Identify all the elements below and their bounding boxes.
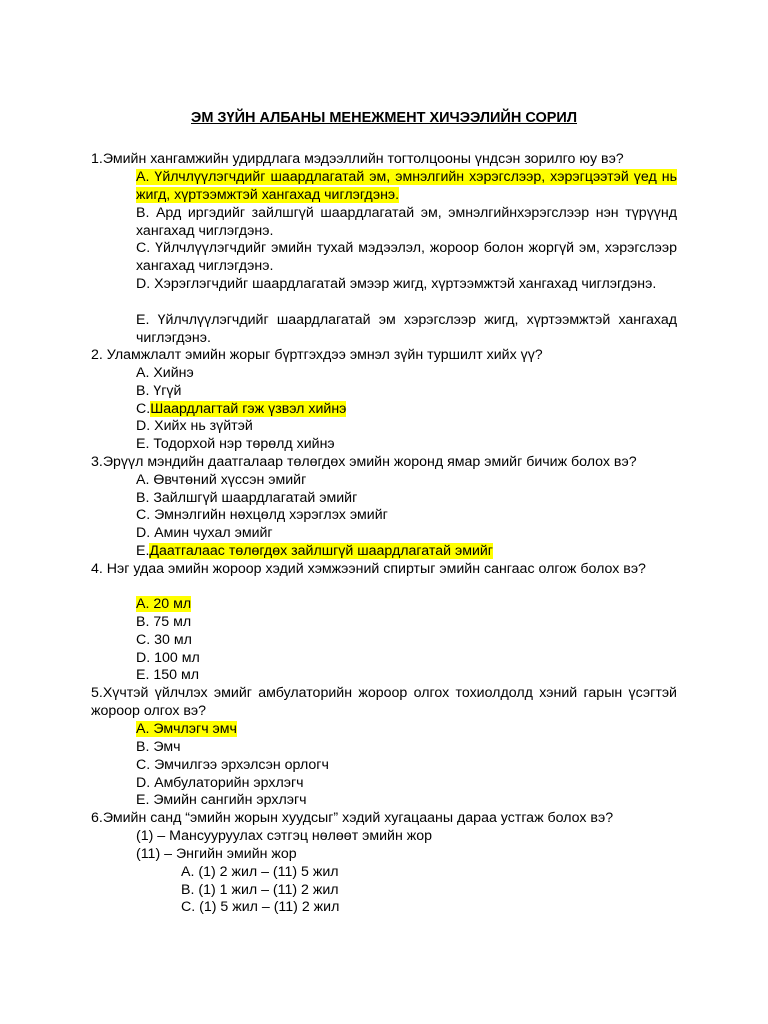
question-3-option-e [136, 543, 677, 561]
question-5-option-d: D. Амбулаторийн эрхлэгч [136, 775, 304, 791]
document-title: ЭМ ЗҮЙН АЛБАНЫ МЕНЕЖМЕНТ ХИЧЭЭЛИЙН СОРИЛ [191, 110, 577, 126]
question-5-option-c: С. Эмчилгээ эрхэлсэн орлогч [136, 757, 329, 773]
question-6-option-b: В. (1) 1 жил – (11) 2 жил [181, 882, 339, 898]
question-2-option-d: D. Хийх нь зүйтэй [136, 418, 253, 434]
question-4-option-b: В. 75 мл [136, 614, 192, 630]
answer-highlight: Шаардлагтай гэж үзвэл хийнэ [150, 401, 347, 417]
question-1-option-b: В. Ард иргэдийг зайлшгүй шаардлагатай эм, эмнэлгийнхэрэгслээр нэн түрүүнд хангахад чиглэгдэнэ. [136, 205, 677, 239]
question-4-option-c: С. 30 мл [136, 632, 192, 648]
question-6: 6.Эмийн санд “эмийн жорын хуудсыг” хэдий хугацааны дараа устгаж болох вэ? [91, 810, 614, 826]
answer-highlight: А. Эмчлэгч эмч [136, 721, 237, 737]
question-4-option-d: D. 100 мл [136, 650, 200, 666]
question-5: 5.Хүчтэй үйлчлэх эмийг амбулаторийн жороор олгох тохиолдолд хэний гарын үсэгтэй жороор олгох вэ? [91, 685, 677, 719]
answer-highlight: Даатгалаас төлөгдөх зайлшгүй шаардлагатай эмийг [149, 543, 493, 559]
option-prefix: Е. [136, 543, 150, 559]
question-3-option-c: С. Эмнэлгийн нөхцөлд хэрэглэх эмийг [136, 507, 388, 523]
question-3: 3.Эрүүл мэндийн даатгалаар төлөгдөх эмийн жоронд ямар эмийг бичиж болох вэ? [91, 454, 637, 470]
question-5-option-e: Е. Эмийн сангийн эрхлэгч [136, 792, 307, 808]
question-2-option-a: А. Хийнэ [136, 365, 194, 381]
question-1-option-d: D. Хэрэглэгчдийг шаардлагатай эмээр жигд, хүртээмжтэй хангахад чиглэгдэнэ. [136, 276, 657, 292]
question-2-option-e: Е. Тодорхой нэр төрөлд хийнэ [136, 436, 335, 452]
question-6-subitem-1: (1) – Мансууруулах сэтгэц нөлөөт эмийн жор [136, 828, 433, 844]
question-4: 4. Нэг удаа эмийн жороор хэдий хэмжээний спиртыг эмийн сангаас олгож болох вэ? [91, 561, 646, 577]
question-6-option-c: С. (1) 5 жил – (11) 2 жил [181, 899, 340, 915]
question-3-option-a: А. Өвчтөний хүссэн эмийг [136, 472, 307, 488]
question-1-option-e: Е. Үйлчлүүлэгчдийг шаардлагатай эм хэрэгслээр жигд, хүртээмжтэй хангахад чиглэгдэнэ. [136, 312, 677, 346]
question-5-option-b: В. Эмч [136, 739, 181, 755]
question-3-option-b: В. Зайлшгүй шаардлагатай эмийг [136, 490, 358, 506]
question-1: 1.Эмийн хангамжийн удирдлага мэдээллийн тогтолцооны үндсэн зорилго юу вэ? [91, 151, 624, 167]
answer-highlight: А. Үйлчлүүлэгчдийг шаардлагатай эм, эмнэлгийн хэрэгслээр, хэрэгцээтэй үед нь жигд, хүртээмжтэй хангахад чиглэгдэнэ. [136, 169, 677, 203]
question-4-option-a [136, 596, 677, 614]
question-3-option-d: D. Амин чухал эмийг [136, 525, 273, 541]
question-2: 2. Уламжлалт эмийн жорыг бүртгэхдээ эмнэл зүйн туршилт хийх үү? [91, 347, 543, 363]
question-6-subitem-2: (11) – Энгийн эмийн жор [136, 846, 297, 862]
question-4-option-e: Е. 150 мл [136, 667, 199, 683]
question-2-option-b: В. Үгүй [136, 383, 182, 399]
question-5-option-a [136, 721, 677, 739]
question-1-option-a [136, 169, 677, 204]
answer-highlight: А. 20 мл [136, 596, 192, 612]
option-prefix: С. [136, 401, 151, 417]
question-6-option-a: А. (1) 2 жил – (11) 5 жил [181, 864, 339, 880]
question-2-option-c [136, 401, 677, 419]
question-1-option-c: С. Үйлчлүүлэгчдийг эмийн тухай мэдээлэл, жороор болон жоргүй эм, хэрэгслээр хангахад чиглэгдэнэ. [136, 240, 677, 274]
